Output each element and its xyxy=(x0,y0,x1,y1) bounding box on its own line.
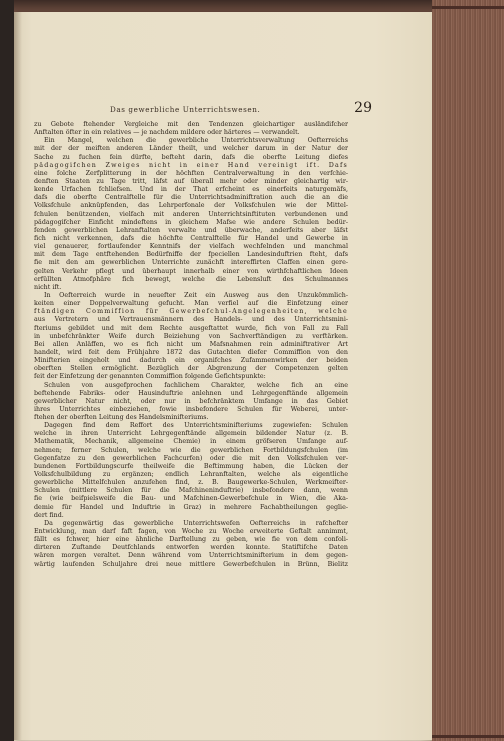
page-number: 29 xyxy=(354,100,372,116)
text-line: Gegenfatze zu den gewerblichen Fachcurfen) oder die mit den Volksfchulen ver- xyxy=(34,454,348,462)
text-line: wärtig laufenden Schuljahre drei neue mittlere Gewerbefchulen in Brünn, Bielitz xyxy=(34,560,348,568)
text-line: fteriums gebildet und mit dem Rechte ausgeftattet wurde, fich von Fall zu Fall xyxy=(34,324,348,332)
text-line: Schulen von ausgefprochen fachlichem Charakter, welche fich an eine xyxy=(44,381,348,389)
text-line: demie für Handel und Induftrie in Graz) in mehrere Fachabtheilungen geglie- xyxy=(34,503,348,511)
text-line: Schulen (mittlere Schulen für die Mafchineninduftrie) insbefondere dann, wenn xyxy=(34,487,348,495)
text-line: in unbefchränkter Weife durch Beiziehung von Sachverftändigen zu verftärken. xyxy=(34,332,348,340)
text-line: Anftalten öfter in ein relatives — je nachdem mildere oder härteres — verwandelt. xyxy=(34,129,300,137)
text-line: handelt, wird feit dem Frühjahre 1872 das Gutachten diefer Commiffion von den xyxy=(34,348,348,356)
page-header xyxy=(80,100,372,119)
top-page-edge xyxy=(14,0,432,12)
running-title: Das gewerbliche Unterrichtswesen. xyxy=(110,105,261,114)
text-line: gelten Verkehr pflegt und überhaupt innerhalb einer von wirthfchaftlichen Ideen xyxy=(34,267,348,275)
text-line: Sache zu fuchen fein dürfte, befteht darin, dafs die oberfte Leitung diefes xyxy=(34,153,348,161)
text-line: Dagegen find dem Reffort des Unterrichtsminifteriums zugewiefen: Schulen xyxy=(44,422,348,430)
text-line: ftehen der oberften Leitung des Handelsminifteriums. xyxy=(34,414,209,422)
text-line: mit dem Tage entftehenden Bedürfniffe der fpeciellen Landesinduftrien fteht, dafs xyxy=(34,251,348,259)
text-line: fie (wie beifpielsweife die Bau- und Mafchinen-Gewerbefchule in Wien, die Aka- xyxy=(34,495,348,503)
text-line: pädagogifcher Einficht mindeftens in gleichem Mafse wie andere Schulen bedür- xyxy=(34,218,348,226)
text-line: gewerbliche Mittelfchulen anzufehen find, z. B. Baugewerke-Schulen, Werkmeifter- xyxy=(34,479,348,487)
text-line: pädagogifchen Zweiges nicht in einer Hand vereinigt ift. Dafs xyxy=(34,161,348,169)
text-line: Bei allen Anläffen, wo es fich nicht um Mafsnahmen rein adminiftrativer Art xyxy=(34,340,348,348)
text-line: ihres Unterrichtes einbeziehen, fowie insbefondere Schulen für Weberei, unter- xyxy=(34,405,348,413)
text-line: wären morgen veraltet. Denn während vom Unterrichtsminifterium in dem gegen- xyxy=(34,552,348,560)
text-line: viel genauerer, fortlaufender Kenntnifs der vielfach wechfelnden und manchmal xyxy=(34,243,348,251)
text-line: Da gegenwärtig das gewerbliche Unterrichtswefen Oefterreichs in rafchefter xyxy=(44,519,348,527)
text-line: dafs die oberfte Centralftelle für die Unterrichtsadminiftration auch die an die xyxy=(34,194,348,202)
text-line: Minifterien eingeholt und dadurch ein organifches Zufammenwirken der beiden xyxy=(34,357,348,365)
text-line: oberften Stellen ermöglicht. Bezüglich der Abgrenzung der Competenzen gelten xyxy=(34,365,348,373)
text-line: fich nicht verkennen, dafs die höchfte Centralftelle für Handel und Gewerbe in xyxy=(34,234,348,242)
text-line: fie mit den am gewerblichen Unterrichte zunächft intereffirten Claffen einen gere- xyxy=(34,259,348,267)
text-line: dert find. xyxy=(34,511,64,519)
text-line: Volksfchulbildung zu ergänzen; endlich Lehranftalten, welche als eigentliche xyxy=(34,471,348,479)
text-line: kende Urfachen fchliefsen. Und in der That erfcheint es einerfeits naturgemäfs, xyxy=(34,186,348,194)
text-line: Ein Mangel, welchen die gewerbliche Unterrichtsverwaltung Oefterreichs xyxy=(44,137,348,145)
text-line: keiten einer Doppelverwaltung gefucht. Man verfiel auf die Einfetzung einer xyxy=(34,300,348,308)
text-line: beftehende Fabriks- oder Hausinduftrie anlehnen und Lehrgegenftände allgemein xyxy=(34,389,348,397)
text-line: denften Staaten zu Tage tritt, läfst auf überall mehr oder minder gleichartig wir- xyxy=(34,177,348,185)
text-line: aus Vertretern und Vertrauensmännern des Handels- und des Unterrichtsmini- xyxy=(34,316,348,324)
text-line: zu Gebote ftehender Vergleiche mit den Tendenzen gleichartiger ausländifcher xyxy=(34,121,348,128)
text-line: gewerblicher Natur nicht, oder nur in befchränktem Umfange in das Gebiet xyxy=(34,397,348,405)
body-text xyxy=(34,121,348,569)
text-line: fchulen benützenden, vielfach mit anderen Unterrichtsinftituten verbundenen und xyxy=(34,210,348,218)
text-line: bundenen Fortbildungscurfe theilweife die Beftimmung haben, die Lücken der xyxy=(34,462,348,470)
page-gutter-shadow xyxy=(14,12,22,740)
text-line: Volksfchule anknüpfenden, das Lehrperfonale der Volksfchulen wie der Mittel- xyxy=(34,202,348,210)
text-line: feit der Einfetzung der genannten Commiffion folgende Gefichtspunkte: xyxy=(34,373,266,381)
text-line: eine folche Zerfplitterung in der höchften Centralverwaltung in den verfchie- xyxy=(34,169,348,177)
text-line: fenden gewerblichen Lehranftalten verwalte und überwache, anderfeits aber läfst xyxy=(34,226,348,234)
text-line: nehmen; ferner Schulen, welche wie die gewerblichen Fortbildungsfchulen (im xyxy=(34,446,348,454)
text-line: dirteren Zuftande Deutfchlands entworfen werden konnte. Statiftifche Daten xyxy=(34,544,348,552)
left-margin-shadow xyxy=(0,0,14,741)
text-line: nicht ift. xyxy=(34,283,62,291)
text-line: fällt es fchwer, hier eine ähnliche Darftellung zu geben, wie fie von dem confoli- xyxy=(34,536,348,544)
text-line: ftändigen Commiffion für Gewerbefchul-Angelegenheiten, welche xyxy=(34,308,348,316)
text-line: In Oefterreich wurde in neuefter Zeit ein Ausweg aus den Unzukömmlich- xyxy=(44,291,348,299)
text-line: welche in ihren Unterricht Lehrgegenftände allgemein bildender Natur (z. B. xyxy=(34,430,348,438)
text-line: mit der der meiften anderen Länder theilt, und welcher darum in der Natur der xyxy=(34,145,348,153)
book-fore-edge xyxy=(432,0,504,741)
text-line: Mathematik, Mechanik, allgemeine Chemie) in einem gröfseren Umfange auf- xyxy=(34,438,348,446)
text-line: Entwicklung, man darf faft fagen, von Woche zu Woche erweiterte Geftalt annimmt, xyxy=(34,528,348,536)
text-line: erfüllten Atmofphäre fich bewegt, welche die Lebensluft des Schulmannes xyxy=(34,275,348,283)
